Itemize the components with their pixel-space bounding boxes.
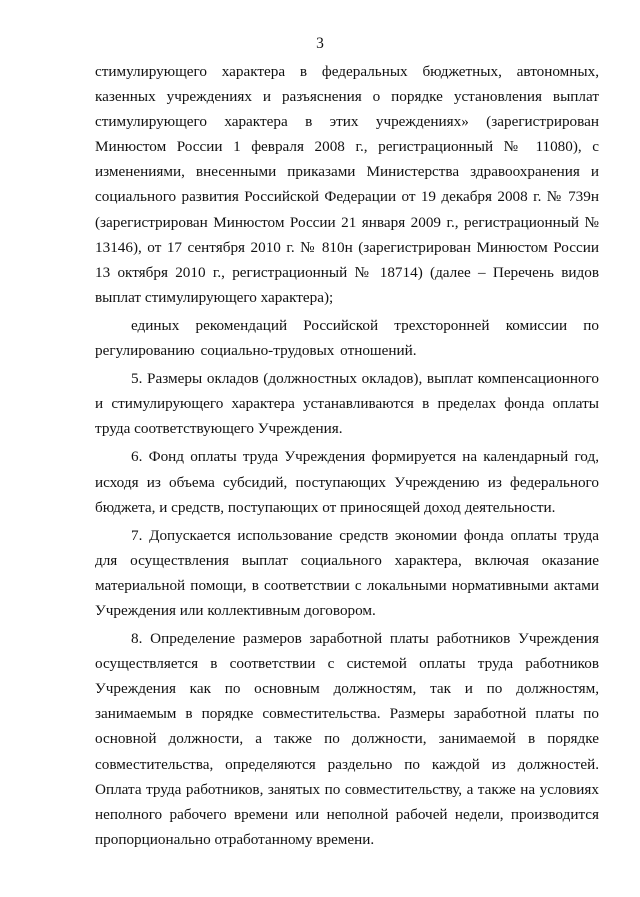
paragraph-6: 6. Фонд оплаты труда Учреждения формируется на календарный год, исходя из объема субсидий, поступающих Учреждению из федерального бюджета, и средств, поступающих от приносящей доход деятельности. (95, 448, 599, 516)
paragraph-7: 7. Допускается использование средств экономии фонда оплаты труда для осуществления выплат социального характера, включая оказание материальной помощи, в соответствии с локальными нормативными актами Учреждения или коллективным договором. (95, 526, 599, 619)
paragraph-recommendations: единых рекомендаций Российской трехсторонней комиссии по регулированию социально-трудовых отношений. (95, 316, 599, 360)
paragraph-continuation: стимулирующего характера в федеральных бюджетных, автономных, казенных учреждениях и разъяснения о порядке установления выплат стимулирующего характера в этих учреждениях» (зарегистрирован Минюстом России 1 февраля 2008 г., регистрационный № 11080), с изменениями, внесенными приказами Министерства здравоохранения и социального развития Российской Федерации от 19 декабря 2008 г. № 739н (зарегистрирован Минюстом России 21 января 2009 г., регистрационный № 13146), от 17 сентября 2010 г. № 810н (зарегистрирован Минюстом России 13 октября 2010 г., регистрационный № 18714) (далее – Перечень видов выплат стимулирующего характера); (95, 63, 599, 306)
document-body (95, 59, 599, 852)
paragraph-8: 8. Определение размеров заработной платы работников Учреждения осуществляется в соответствии с системой оплаты труда работников Учреждения как по основным должностям, так и по должностям, занимаемым в порядке совместительства. Размеры заработной платы по основной должности, а также по должности, занимаемой в порядке совместительства, определяются раздельно по каждой из должностей. Оплата труда работников, занятых по совместительству, а также на условиях неполного рабочего времени или неполной рабочей недели, производится пропорционально отработанному времени. (95, 630, 599, 848)
paragraph-5: 5. Размеры окладов (должностных окладов), выплат компенсационного и стимулирующего характера устанавливаются в пределах фонда оплаты труда соответствующего Учреждения. (95, 370, 599, 438)
page-number: 3 (316, 35, 324, 52)
